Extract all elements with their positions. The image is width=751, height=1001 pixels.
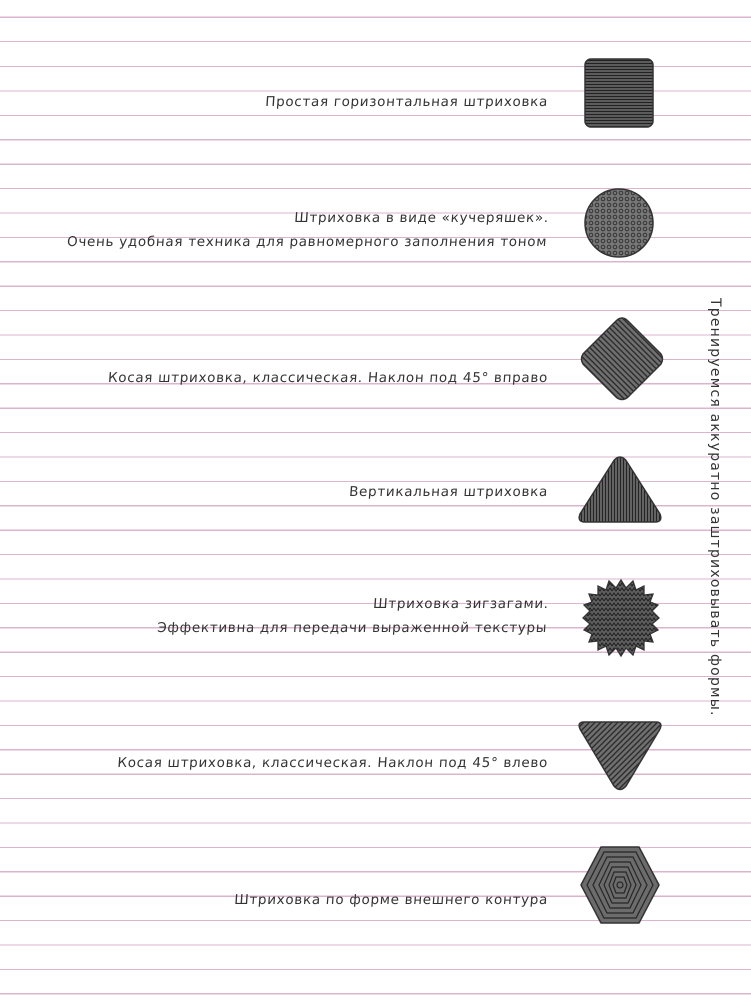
caption-contour-hatching: [0, 888, 549, 912]
caption-line: Штриховка в виде «кучеряшек».: [293, 210, 550, 226]
caption-line: Косая штриховка, классическая. Наклон под 45° вправо: [107, 370, 549, 386]
caption-diagonal-left-hatching: [0, 751, 549, 775]
caption-curl-hatching: [0, 206, 550, 254]
caption-line: Эффективна для передачи выраженной текстуры: [156, 620, 548, 636]
triangle-vertical-hatching-icon: [574, 452, 666, 526]
caption-line: Штриховка зигзагами.: [372, 596, 550, 612]
caption-vertical-hatching: [0, 480, 549, 504]
starburst-zigzag-hatching-icon: [580, 577, 662, 659]
caption-line: Косая штриховка, классическая. Наклон под 45° влево: [116, 755, 549, 771]
caption-zigzag-hatching: [0, 592, 550, 640]
caption-horizontal-hatching: [0, 90, 549, 114]
hexagon-contour-hatching-icon: [577, 843, 663, 927]
caption-line: Простая горизонтальная штриховка: [264, 94, 549, 110]
caption-line: Очень удобная техника для равномерного заполнения тоном: [66, 234, 548, 250]
caption-diagonal-right-hatching: [0, 366, 549, 390]
inverted-triangle-diagonal-hatching-icon: [574, 718, 666, 794]
diamond-diagonal-hatching-icon: [576, 314, 668, 404]
square-horizontal-hatching-icon: [582, 56, 656, 130]
side-heading: Тренируемся аккуратно заштриховывать формы.: [707, 298, 723, 717]
circle-curl-hatching-icon: [582, 184, 656, 262]
caption-line: Вертикальная штриховка: [348, 484, 549, 500]
caption-line: Штриховка по форме внешнего контура: [233, 892, 549, 908]
